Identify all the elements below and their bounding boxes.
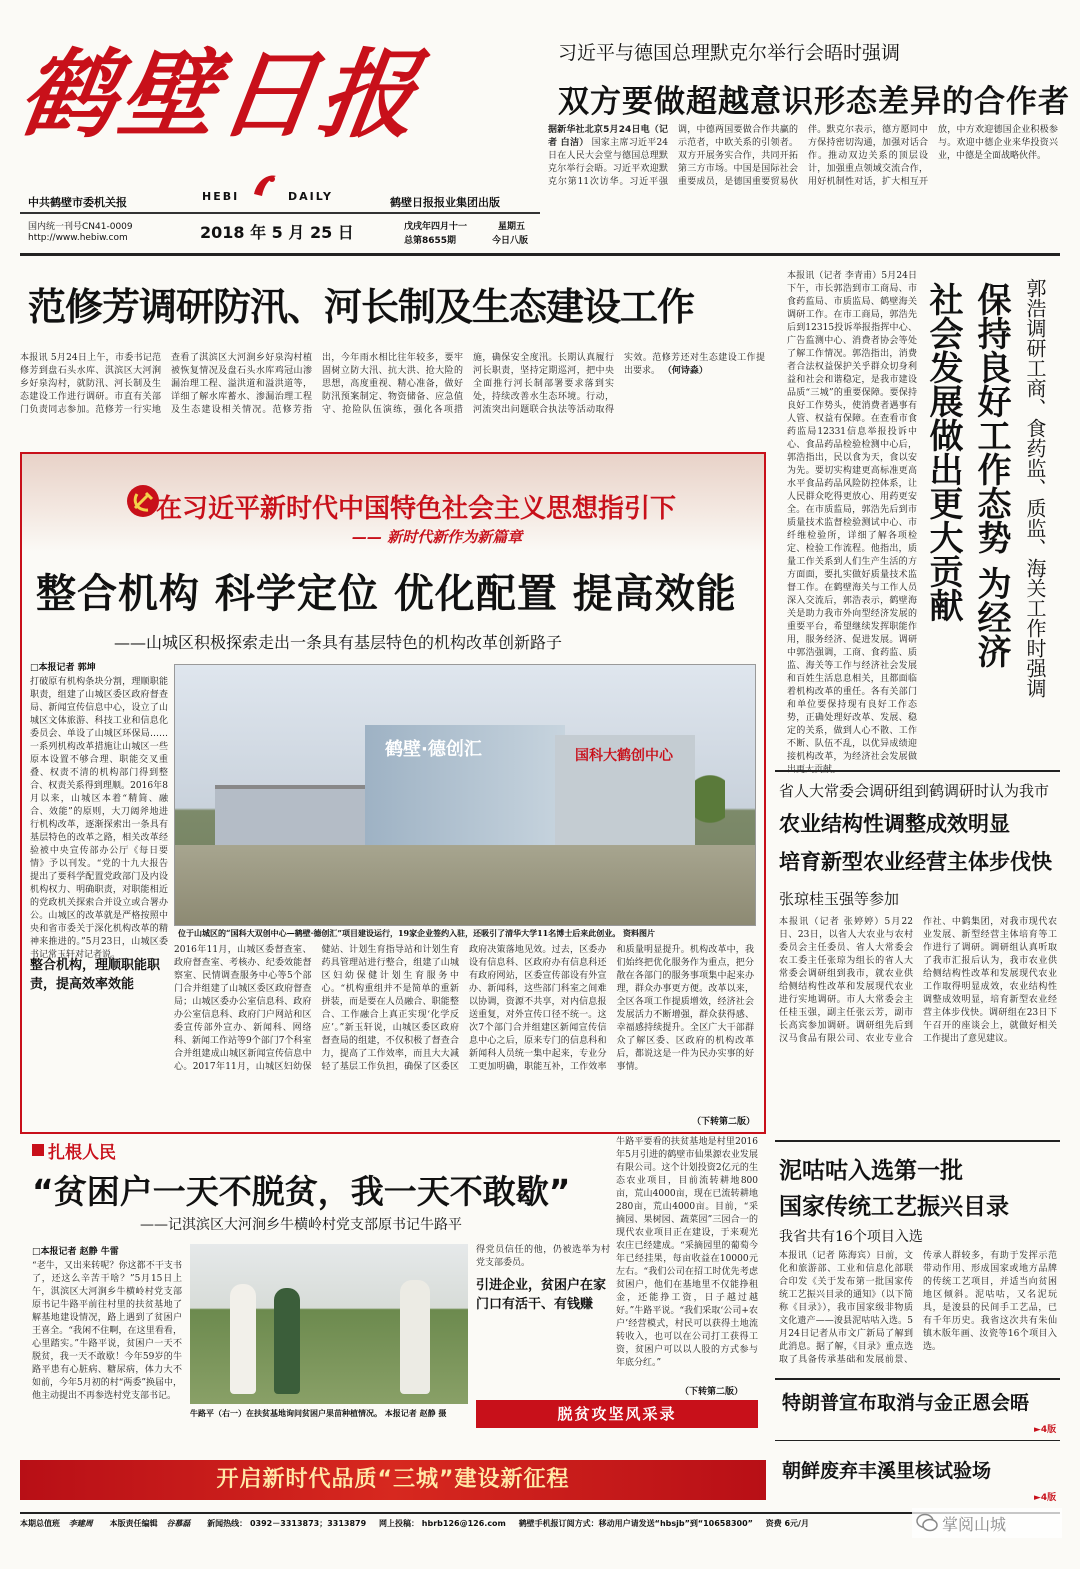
lunar-date: 戊戌年四月十一 [404,222,468,232]
lead-body-text: 国家主席习近平24日在人民大会堂与德国总理默克尔举行会晤。习近平欢迎默克尔第11次访华。习近平强调，中德两国要做合作共赢的示范者，中欧关系的引领者。双方开展务实合作，共同开拓第三方市场。中国是国际社会重要成员，是德国重要贸易伙伴。默克尔表示，德方愿同中方保持密切沟通，加强对话合作。推动双边关系的顶层设计，加强重点领域交流合作，用好机制性对话，扩大相互开放，中方欢迎德国企业积极参与。欢迎中德企业来华投资兴业，中德是全面战略伙伴。 [548,125,1058,187]
lead-story [548,38,1070,244]
footer-price: 资费 6元/月 [765,1519,809,1528]
feature-subhead: 整合机构，理顺职能职责，提高效率效能 [30,958,161,992]
logo-en-right: DAILY [288,190,333,203]
lead-kicker: 习近平与德国总理默克尔举行会晤时强调 [558,42,901,64]
craft-title-1: 泥咕咕入选第一批 [779,1158,963,1184]
headline2-body [20,352,765,446]
headline2-title: 范修芳调研防汛、河长制及生态建设工作 [28,285,695,329]
brief-2-page-label: 4版 [1040,1493,1057,1503]
brief-1-page: ►4版 [1034,1425,1057,1435]
feature-subtitle: ——山城区积极探索走出一条具有基层特色的机构改革创新路子 [114,633,563,652]
feature-banner [22,454,764,552]
rooted-continued: （下转第二版） [680,1387,744,1397]
rooted-subhead: 引进企业，贫困户在家门口有活干、有钱赚 [476,1278,607,1312]
rooted-story [20,1136,766,1436]
footer [20,1518,1060,1536]
feature-body [174,944,754,1114]
watermark [912,1508,1062,1538]
lead-title: 双方要做超越意识形态差异的合作者 [558,84,1070,120]
right-story-body: 本报讯（记者 李青甫）5月24日下午，市长郭浩到市工商局、市食药监局、市质监局、鹤壁海关调研工作。在市工商局，郭浩先后到12315投诉举报指挥中心、广告监测中心、消费者协会等处了解工作情况。郭浩指出，消费者合法权益保护关乎群众切身利益和社会和谐稳定，是我市建设品质“三城”的重要保障。要保持良好工作势头，使消费者遇事有人管、权益有保障。在查看市食药监局12331信息举报投诉中心、食品药品检验检测中心后，郭浩指出，民以食为天，食以安为先。要切实构建更高标准更高水平食品药品风险防控体系，让人民群众吃得更放心、用药更安全。在市质监局，郭浩先后到市质量技术监督检验测试中心、市纤维检验所，详细了解各项检定、检验工作流程。他指出，质量工作关系到人们生产生活的方方面面，要扎实做好质量技术监督工作。在鹤壁海关与工作人员深入交流后，郭浩表示，鹤壁海关是助力我市外向型经济发展的重要平台，希望继续发挥职能作用，服务经济、促进发展。调研中郭浩强调，工商、食药监、质监、海关等工作与经济社会发展和百姓生活息息相关，且都面临着机构改革的重任。各有关部门和单位要保持现有良好工作态势，正确处理好改革、发展、稳定的关系，做到人心不散、工作不断、队伍不乱，以优异成绩迎接机构改革，为经济社会发展做 [787,271,917,762]
brief-divider [775,1440,1060,1441]
right-divider-2 [775,1140,1060,1142]
rooted-right: 牛路平要看的扶贫基地是村里2016年5月引进的鹤壁市仙果源农业发展有限公司。这个计划投资2亿元的生态农业项目，目前流转耕地800亩，荒山4000亩，现在已流转耕地280亩，荒山4000亩。目前，“采摘园、果树园、蔬菜园”三园合一的现代农业项目正在建设，于来观光农庄已经建成。“采摘园里的葡萄今年已经挂果，每亩收益在10000元左右。“我们公司在招工时优先考虑贫困户，他们在基地里不仅能挣租金，还能挣工资，日子越过越好。”牛路平说。“我们采取‘公司+农户’经营模式，村民可以获得土地流转收入，也可以在公司打工获得工资，贫困户可以以人股的方式参与年底分红。” [616,1137,758,1368]
page-count: 今日八版 [492,236,529,246]
masthead-rule [20,212,540,214]
right-divider [775,770,1060,772]
right-vtitle-small: 郭浩调研工商、食药监、质监、海关工作时强调 [1023,278,1047,698]
feature-banner-title: 在习近平新时代中国特色社会主义思想指引下 [156,494,677,524]
logo-emblem-icon [250,170,280,200]
newspaper-logo: 鹤壁日报 [12,38,429,151]
footer-editor-name: 谷慕磊 [166,1519,191,1528]
footer-rule [20,1512,1060,1514]
agri-byline: 张琼桂玉强等参加 [779,890,900,908]
footer-submit: hbrb126@126.com [421,1519,506,1528]
feature-box [20,452,766,1134]
person-2 [274,1288,300,1394]
feature-photo-caption: 位于山城区的“国科大双创中心—鹤壁·德创汇”项目建设运行，19家企业签约入驻，还吸引了清华大学11名博士后来此创业。 资料图片 [178,928,656,938]
right-story [775,262,1060,762]
craft-title-2: 国家传统工艺振兴目录 [779,1194,1009,1220]
tree-icon [695,775,725,855]
feature-body-text: 2016年11月，山城区委督查室、政府督查室、考核办、纪委效能督察室、民情调查服务中心等5个部门合并组建了山城区委区政府督查局；山城区委办公室信息科、政府办公室信息科、政府门户网站和区委宣传部外宣办、新闻科、网络科、新闻工作站等9个部门7个科室合并组建成山城区新闻宣传信息中心。2017年11月，山城区妇幼保健站、计划生育指导站和计划生育药具管理站进行整合，组建了山城区妇幼保健计划生育服务中心。“机构重组并不是简单的重新拼装，而是要在人员融合、职能整合、工作融合上真正实现‘化学反应’。”新玉轩说，山城区委区政府督查局的组建，不仅积极了督查合力，提高了工作效率，而且大大减轻了基层工作负担，确保了区委区政府决策落地见效。过去，区委办设有信息科、区政府办有信息科还有政府网站，区委宣传部设有外宣办、新闻科，这些部门科室之间难以协调，资源不共享，对内信息报送重复，对外宣传口径不统一。这次7个部门合并组建区新闻宣传信息中心之后，原来专门的信息科和新闻科人员统一集中起来，专业分工更加明确，职能互补，工作效率和质量明显提升。机构改革中，我们始终把优化服务作为重点，把分散在各部门的服务事项集中起来办理，群众办事更方便。改革以来，全区各项工作提质增效，经济社会发展活力不断增强，群众获得感、幸福感持续提升。全区广大干部群众了解区委、区政府的机构改革后，都说这是一件为民办实事的好事情。 [174,945,754,1072]
watermark-text: 掌阅山城 [942,1515,1007,1534]
footer-mobile: 鹤壁手机报订阅方式：移动用户请发送“hbsjb”到“10658300” [518,1519,753,1528]
craft-body: 本报讯（记者 陈海宾）日前，文化和旅游部、工业和信息化部联合印发《关于发布第一批国家传统工艺振兴目录的通知》（以下简称《目录》），我市国家级非物质文化遗产——浚县泥咕咕入选。5月24日记者从市文广新局了解到此消息。据了解，《目录》重点选取了具备传承基础和发展前景、传承人群较多，有助于发挥示范带动作用、形成国家或地方品牌的传统工艺项目，并适当向贫困地区倾斜。泥咕咕，又名泥玩具，是浚县的民间手工艺品，已有千年历史。我省这次共有朱仙镇木版年画、汝瓷等16个项目入选。 [779,1251,1057,1365]
photo-sign-1: 鹤壁·德创汇 [385,739,482,760]
person-3 [400,1280,430,1394]
right-vtitle-2: 社会发展做出更大贡献 [923,282,963,622]
feature-title: 整合机构 科学定位 优化配置 提高效能 [36,571,737,617]
footer-hotline: 0392－3313873；3313879 [249,1519,367,1528]
agri-body: 本报讯（记者 张婷婷）5月22日、23日，以省人大农业与农村委员会主任委员、省人大常委会农工委主任张琼为组长的省人大常委会调研组到我市，就农业供给侧结构性改革和发展现代农业进行实地调研。市人大常委会主任桂玉强，副主任张云芳，副市长高宾参加调研。调研组先后到汉马食品有限公司、农业专业合作社、中鹤集团，对我市现代农业发展、新型经营主体培育等工作进行了调研。调研组认真听取了我市汇报后认为，我市农业供给侧结构性改革和发展现代农业工作取得明显成效，农业结构性调整成效明显，培育新型农业经营主体步伐快。调研组在23日下午召开的座谈会上，就做好相关工作提出了意见建议。 [779,917,1057,1044]
rooted-left: “老牛，又出来转呢？你这都不干支书了，还这么辛苦干啥？”5月15日上午，淇滨区大河涧乡牛横岭村党支部原书记牛路平前往村里的扶贫基地了解基地建设情况，路上遇到了贫困户王喜全。“我闲不住啊，在这里看看，心里踏实。”牛路平说，贫困户一天不脱贫，我一天不敢歇！今年59岁的牛路平患有心脏病、糖尿病，体力大不如前，今年5月初的村“两委”换届中，他主动提出不再参选村党支部书记。 [32,1261,182,1401]
feature-left-col: 打破原有机构条块分割，理顺职能职责，组建了山城区委区政府督查局、新闻宣传信息中心，设立了山城区文体旅游、科技工业和信息化委员会、单设了山城区环保局……一系列机构改革措施让山城区一些原本设置不够合理、职能交叉重叠、权责不清的机构部门得到整合、权责关系得到理顺。2016年8月以来，山城区本着“精简、融合、效能”的原则，大刀阔斧地进行机构改革，逐渐探索出一条具有基层特色的改革之路，相关改革经验被中央宣传部办公厅《每日要情》予以刊发。“党的十九大报告提出了要科学配置党政部门及内设机构权力、明确职责，对职能相近的党政机关探索合并设立或合署办公。山城区的改革就是严格按照中央和省市委关于深化机构改革的精神来推进的。”5月23日，山城区委书记常玉轩对记者说。 [30,677,168,960]
craft-byline: 我省共有16个项目入选 [779,1229,923,1245]
footer-submit-label: 网上投稿： [378,1519,419,1528]
agri-kicker: 省人大常委会调研组到鹤调研时认为我市 [779,782,1050,800]
rooted-photo [190,1244,468,1404]
footer-duty-name: 李建周 [68,1519,93,1528]
footer-duty: 本期总值班 [20,1519,60,1528]
top-divider [20,253,1060,256]
feature-banner-sub: —— 新时代新作为新篇章 [352,528,523,546]
right-divider-3 [775,1378,1060,1380]
agri-title-1: 农业结构性调整成效明显 [779,812,1010,836]
agri-title-2: 培育新型农业经营主体步伐快 [779,850,1052,874]
photo-sign-2: 国科大鹤创中心 [575,748,673,764]
cn-number: 国内统一刊号CN41-0009 [28,222,133,232]
rooted-title: “贫困户一天不脱贫，我一天不敢歇” [32,1172,571,1211]
person-1 [230,1284,256,1394]
brief-2: 朝鲜废弃丰溪里核试验场 [782,1460,992,1482]
headline2-editor: （何诗淼） [662,366,708,376]
feature-byline: □本报记者 郭坤 [30,663,96,673]
brief-2-page: ►4版 [1034,1493,1057,1503]
lead-body [548,124,1058,242]
lead-dateline: 据新华社北京5月24日电（记者 白洁） [548,125,668,148]
brief-1-page-label: 4版 [1040,1425,1057,1435]
feature-continued: （下转第二版） [692,1117,756,1127]
agri-story [775,776,1060,1136]
issue-number: 总第8655期 [404,236,457,246]
rooted-subtitle: ——记淇滨区大河涧乡牛横岭村党支部原书记牛路平 [140,1217,462,1233]
logo-en-left: HEBI [202,190,240,203]
rooted-mid: 得党员信任的他，仍被选举为村党支部委员。 [476,1245,610,1268]
craft-story [775,1146,1060,1376]
headline2 [20,262,770,450]
wechat-icon [916,1512,938,1534]
footer-hotline-label: 新闻热线： [207,1519,248,1528]
rooted-column-icon [32,1144,44,1156]
bottom-banner: 开启新时代品质“三城”建设新征程 [20,1460,766,1500]
weekday: 星期五 [498,222,526,232]
party-emblem-icon [126,484,160,518]
publisher: 中共鹤壁市委机关报 [28,196,127,209]
headline2-body-text: 本报讯 5月24日上午，市委书记范修芳到盘石头水库、淇滨区大河涧乡好泉沟村，就防汛、河长制及生态建设工作进行调研。市直有关部门负责同志参加。范修芳一行实地查看了淇滨区大河涧乡好泉沟村植被恢复情况及盘石头水库鸡冠山渗漏治理工程、溢洪道和溢洪道等，详细了解水库蓄水、渗漏治理工程及生态建设相关情况。范修芳指出，今年雨水相比往年较多，要牢固树立防大汛、抗大洪、抢大险的思想，高度重视、精心准备，做好防汛预案制定、物资储备、应急值守、抢险队伍演练，强化各项措施，确保安全度汛。长期认真履行河长职责，坚持定期巡河，把中央全面推行河长制部署要求落到实处，持续改善水生态环境。行动，河流突出问题联合执法等活动取得实效。范修芳还对生态建设工作提出要求。 [20,353,765,415]
plaza [175,845,755,925]
brief-1: 特朗普宣布取消与金正恩会晤 [782,1392,1030,1414]
masthead [12,20,540,250]
footer-editor: 本版责任编辑 [109,1519,158,1528]
right-vtitle-1: 保持良好工作态势 为经济 [971,282,1011,668]
rooted-banner: 脱贫攻坚风采录 [476,1400,758,1428]
rooted-column: 扎根人民 [48,1143,116,1163]
feature-photo [174,664,756,926]
website: http://www.hebiw.com [28,233,128,243]
group-name: 鹤壁日报报业集团出版 [390,196,500,209]
rooted-byline: □本报记者 赵静 牛雷 [32,1247,119,1257]
issue-date: 2018 年 5 月 25 日 [200,223,354,242]
rooted-photo-caption: 牛路平（右一）在扶贫基地询问贫困户果苗种植情况。 本报记者 赵静 摄 [190,1408,447,1418]
